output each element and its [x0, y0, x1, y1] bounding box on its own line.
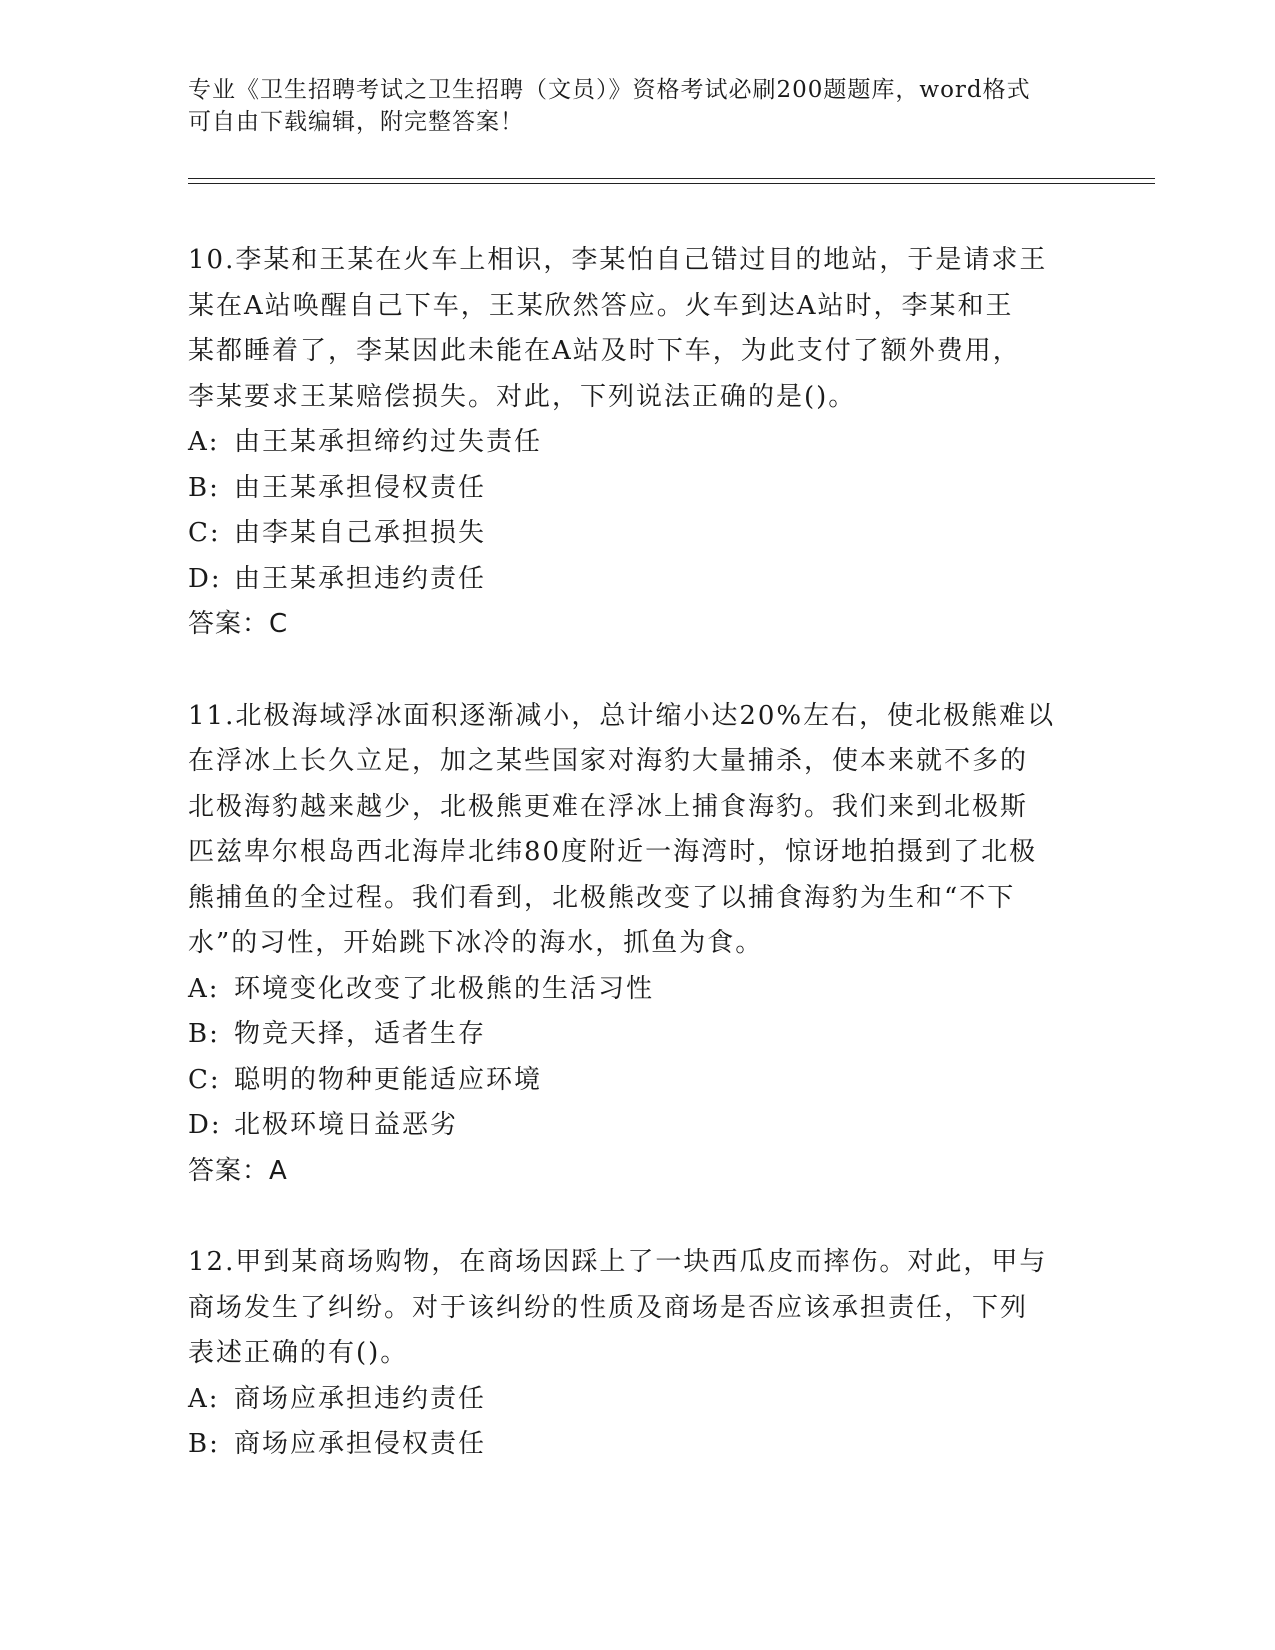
question-block — [188, 238, 1088, 648]
option-letter: D: — [188, 563, 222, 594]
question-stem-line: 某都睡着了，李某因此未能在A站及时下车，为此支付了额外费用， — [188, 336, 1021, 366]
header-line-1: 专业《卫生招聘考试之卫生招聘（文员）》资格考试必刷200题题库，word格式 — [188, 77, 1031, 103]
answer-option — [188, 511, 1088, 557]
question-stem-line: 12.甲到某商场购物，在商场因踩上了一块西瓜皮而摔伤。对此，甲与 — [188, 1247, 1048, 1277]
option-text: 由王某承担违约责任 — [234, 563, 487, 594]
answer-option — [188, 1058, 1088, 1104]
question-stem-line: 11.北极海域浮冰面积逐渐减小，总计缩小达20%左右，使北极熊难以 — [188, 700, 1056, 731]
option-text: 环境变化改变了北极熊的生活习性 — [234, 973, 655, 1004]
question-list — [188, 238, 1088, 1468]
option-text: 由王某承担侵权责任 — [234, 472, 487, 503]
answer-option — [188, 557, 1088, 603]
option-text: 商场应承担违约责任 — [234, 1383, 487, 1414]
option-letter: D: — [188, 1110, 222, 1140]
question-stem-line: 李某要求王某赔偿损失。对此，下列说法正确的是()。 — [188, 381, 857, 412]
answer-option — [188, 1012, 1088, 1058]
question-block — [188, 694, 1088, 1195]
question-stem-line: 10.李某和王某在火车上相识，李某怕自己错过目的地站，于是请求王 — [188, 245, 1048, 275]
question-stem-line: 表述正确的有()。 — [188, 1338, 409, 1368]
question-block — [188, 1240, 1088, 1468]
question-stem-line: 水”的习性，开始跳下冰冷的海水，抓鱼为食。 — [188, 928, 764, 958]
question-stem-line: 在浮冰上长久立足，加之某些国家对海豹大量捕杀，使本来就不多的 — [188, 746, 1029, 776]
option-text: 商场应承担侵权责任 — [234, 1429, 487, 1459]
answer-option — [188, 1422, 1088, 1468]
option-letter: B: — [188, 472, 220, 503]
question-spacer — [188, 1194, 1088, 1240]
option-letter: A: — [188, 427, 220, 457]
option-text: 物竞天择，适者生存 — [234, 1019, 487, 1049]
answer-option — [188, 967, 1088, 1013]
header-line-2: 可自由下载编辑，附完整答案！ — [188, 109, 524, 135]
question-spacer — [188, 648, 1088, 694]
option-letter: B: — [188, 1429, 220, 1459]
answer-option — [188, 420, 1088, 466]
option-letter: C: — [188, 1064, 221, 1095]
question-stem-line: 某在A站唤醒自己下车，王某欣然答应。火车到达A站时，李某和王 — [188, 290, 1014, 321]
question-stem-line: 熊捕鱼的全过程。我们看到，北极熊改变了以捕食海豹为生和“不下 — [188, 882, 1016, 913]
option-letter: B: — [188, 1019, 220, 1049]
document-header — [188, 74, 1088, 138]
question-stem-line: 商场发生了纠纷。对于该纠纷的性质及商场是否应该承担责任，下列 — [188, 1292, 1029, 1323]
answer-option — [188, 466, 1088, 512]
answer-key: 答案：A — [188, 1155, 288, 1186]
option-text: 由王某承担缔约过失责任 — [234, 427, 543, 457]
answer-option — [188, 1103, 1088, 1149]
answer-option — [188, 1377, 1088, 1423]
question-stem-line: 北极海豹越来越少，北极熊更难在浮冰上捕食海豹。我们来到北极斯 — [188, 791, 1029, 822]
option-letter: C: — [188, 518, 221, 548]
option-text: 聪明的物种更能适应环境 — [234, 1064, 543, 1095]
option-text: 由李某自己承担损失 — [234, 518, 487, 548]
option-letter: A: — [188, 973, 220, 1004]
option-text: 北极环境日益恶劣 — [234, 1110, 459, 1140]
header-divider-top — [188, 178, 1155, 179]
question-stem-line: 匹兹卑尔根岛西北海岸北纬80度附近一海湾时，惊讶地拍摄到了北极 — [188, 837, 1038, 867]
header-divider-bottom — [188, 183, 1155, 184]
option-letter: A: — [188, 1383, 220, 1414]
answer-key: 答案：C — [188, 609, 289, 639]
